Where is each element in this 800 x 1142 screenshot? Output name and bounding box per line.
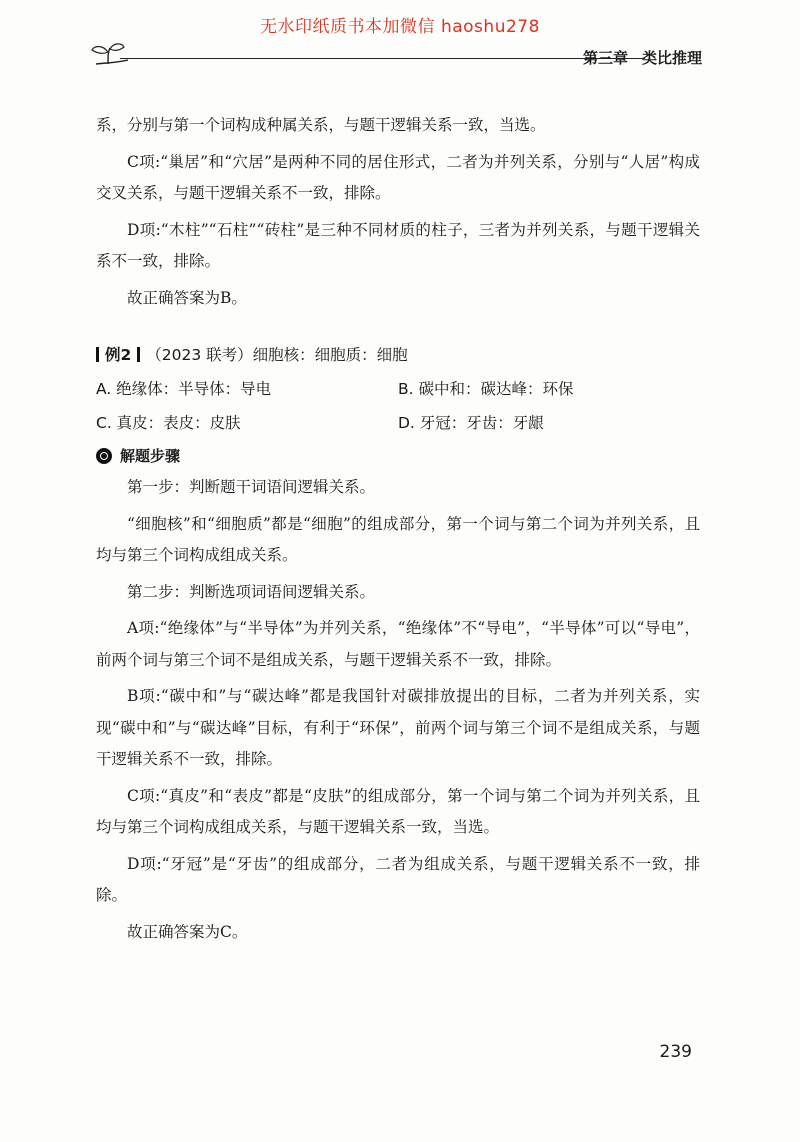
paragraph: C项:“真皮”和“表皮”都是“皮肤”的组成部分，第一个词与第二个词为并列关系，且均与第三个词构成组成关系，与题干逻辑关系一致，当选。: [96, 786, 700, 836]
chapter-header: [583, 47, 702, 68]
paragraph: A项:“绝缘体”与“半导体”为并列关系，“绝缘体”不“导电”，“半导体”可以“导电”，前两个词与第三个词不是组成关系，与题干逻辑关系不一致，排除。: [96, 619, 700, 669]
paragraph: “细胞核”和“细胞质”都是“细胞”的组成部分，第一个词与第二个词为并列关系，且均与第三个词构成组成关系。: [96, 514, 700, 564]
example-label: 例2: [105, 346, 132, 364]
option-a: A. 绝缘体：半导体：导电: [96, 380, 272, 398]
example-block: [96, 338, 700, 440]
header-rule: [120, 58, 645, 59]
paragraph: 第二步：判断选项词语间逻辑关系。: [127, 582, 376, 601]
example-stem-line: [96, 338, 700, 372]
bracket-left: [96, 347, 99, 362]
sprout-icon: [88, 40, 128, 66]
paragraph: B项:“碳中和”与“碳达峰”都是我国针对碳排放提出的目标，二者为并列关系，实现“碳中和”与“碳达峰”目标，有利于“环保”，前两个词与第三个词不是组成关系，与题干逻辑关系不一致，排除。: [96, 687, 700, 768]
chapter-label: 第三章: [582, 49, 628, 67]
watermark-text: 无水印纸质书本加微信 haoshu278: [260, 17, 540, 37]
paragraph: D项:“木柱”“石柱”“砖柱”是三种不同材质的柱子，三者为并列关系，与题干逻辑关系不一致，排除。: [96, 220, 700, 270]
paragraph: D项:“牙冠”是“牙齿”的组成部分，二者为组成关系，与题干逻辑关系不一致，排除。: [96, 854, 700, 904]
paragraph: 故正确答案为B。: [127, 288, 247, 307]
paragraph: 系，分别与第一个词构成种属关系，与题干逻辑关系一致，当选。: [96, 116, 546, 134]
example-source: （2023 联考）: [146, 346, 253, 364]
option-c: C. 真皮：表皮：皮肤: [96, 414, 241, 432]
bracket-right: [137, 347, 140, 362]
example-options: [96, 372, 700, 440]
option-d: D. 牙冠：牙齿：牙龈: [398, 414, 544, 432]
page-number: 239: [659, 1042, 692, 1062]
steps-title: 解题步骤: [120, 447, 181, 465]
steps-icon: [96, 448, 112, 464]
paragraph: C项:“巢居”和“穴居”是两种不同的居住形式，二者为并列关系，分别与“人居”构成交叉关系，与题干逻辑关系不一致，排除。: [96, 152, 700, 202]
steps-heading: [96, 440, 700, 472]
paragraph: 故正确答案为C。: [127, 922, 248, 941]
option-b: B. 碳中和：碳达峰：环保: [398, 380, 574, 398]
page-content: [96, 110, 700, 953]
paragraph: 第一步：判断题干词语间逻辑关系。: [127, 478, 376, 496]
section-label: 类比推理: [641, 49, 702, 67]
example-stem: 细胞核：细胞质：细胞: [252, 346, 408, 364]
